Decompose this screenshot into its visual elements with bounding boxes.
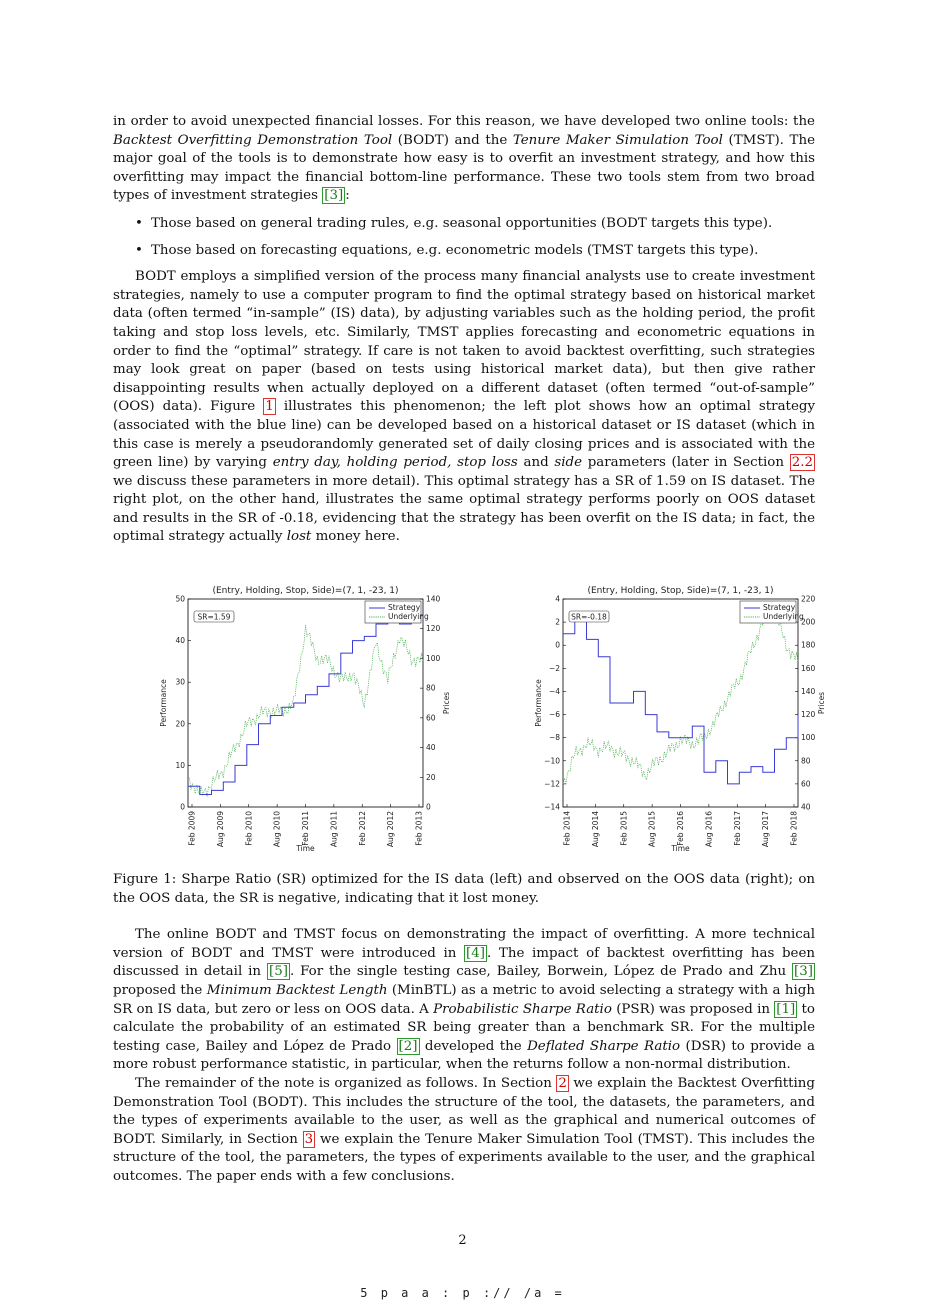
y2-tick-label: 60 xyxy=(801,779,811,789)
plot-frame xyxy=(563,599,798,807)
figure-link[interactable]: 1 xyxy=(265,399,274,415)
x-tick-label: Feb 2016 xyxy=(676,811,685,846)
y-tick-label: 0 xyxy=(180,802,185,812)
x-tick-label: Feb 2018 xyxy=(789,811,799,846)
y-axis-label: Performance xyxy=(159,679,168,727)
y-tick-label: −12 xyxy=(544,779,560,789)
section-link[interactable]: 2 xyxy=(558,1076,567,1091)
page-footer: 5 p a a : p :// /a = xyxy=(360,1286,565,1300)
x-tick-label: Aug 2016 xyxy=(704,811,714,848)
y-tick-label: 40 xyxy=(175,636,185,646)
paragraph-outline: The remainder of the note is organized as follows. In Section 2 we explain the Backtest Overfitting Demonstration Tool (BODT). This includes the structure of the tool, the datasets, the parameters, and the types of experiments available to the user, as well as the graphical and numerical outcomes of BODT. Similarly, in Section 3 we explain the Tenure Maker Simulation Tool (TMST). This includes the structure of the tool, the parameters, the types of experiments available to the user, and the graphical outcomes. The paper ends with a few conclusions. xyxy=(113,1076,816,1184)
x-tick-label: Feb 2012 xyxy=(357,811,367,846)
y2-axis-label: Prices xyxy=(442,691,451,715)
chart-legend xyxy=(740,601,804,623)
y2-tick-label: 80 xyxy=(426,683,436,693)
list-item: • Those based on general trading rules, e.g. seasonal opportunities (BODT targets this type). xyxy=(113,215,815,234)
citation-link[interactable]: [3] xyxy=(324,188,344,204)
legend-underlying-label: Underlying xyxy=(388,612,429,622)
y-tick-label: −8 xyxy=(548,733,560,743)
y-tick-label: −10 xyxy=(544,756,560,766)
strategy-list xyxy=(113,215,815,260)
y2-tick-label: 20 xyxy=(426,772,436,782)
chart-title: (Entry, Holding, Stop, Side)=(7, 1, -23, 1) xyxy=(587,586,774,597)
paragraph-related-work: The online BODT and TMST focus on demonstrating the impact of overfitting. A more technical version of BODT and TMST were introduced in [4] . The impact of backtest overfitting has been discussed in detail in [5] . For the single testing case, Bailey, Borwein, López de Prado and Zhu [3] proposed the Minimum Backtest Length (MinBTL) as a metric to avoid selecting a strategy with a high SR on IS data, but zero or less on OOS data. A Probabilistic Sharpe Ratio (PSR) was proposed in [1] to calculate the probability of an estimated SR being greater than a benchmark SR. For the multiple testing case, Bailey and López de Prado [2] developed the Deflated Sharpe Ratio (DSR) to provide a more robust performance statistic, in particular, when the returns follow a non-normal distribution. xyxy=(113,927,815,1073)
y2-axis-label: Prices xyxy=(817,691,826,715)
sr-annotation xyxy=(569,611,609,622)
x-tick-label: Feb 2010 xyxy=(244,811,254,846)
y2-tick-label: 40 xyxy=(801,802,811,812)
x-axis-label: Time xyxy=(671,844,690,854)
citation-link[interactable]: [2] xyxy=(398,1038,418,1054)
page-number: 2 xyxy=(458,1233,467,1248)
y2-tick-label: 120 xyxy=(426,624,441,634)
chart-in-sample xyxy=(133,577,473,857)
x-tick-label: Aug 2017 xyxy=(761,811,771,848)
x-tick-label: Aug 2014 xyxy=(590,811,600,848)
legend-strategy-label: Strategy xyxy=(388,603,421,613)
chart-legend xyxy=(365,601,429,623)
y-tick-label: 30 xyxy=(175,677,185,687)
page-content xyxy=(113,113,826,1187)
y2-tick-label: 80 xyxy=(801,756,811,766)
y2-tick-label: 160 xyxy=(801,663,816,673)
section-link[interactable]: 3 xyxy=(304,1131,314,1147)
chart-title: (Entry, Holding, Stop, Side)=(7, 1, -23, 1) xyxy=(212,586,399,597)
sr-annotation xyxy=(194,611,234,622)
x-tick-label: Feb 2014 xyxy=(562,811,572,846)
y-tick-label: 10 xyxy=(175,760,185,770)
y2-tick-label: 220 xyxy=(801,594,816,604)
y2-tick-label: 120 xyxy=(801,710,816,720)
y2-tick-label: 60 xyxy=(426,713,436,723)
y2-tick-label: 100 xyxy=(801,733,816,743)
legend-strategy-label: Strategy xyxy=(763,603,796,613)
underlying-series-line xyxy=(188,625,423,797)
sr-annotation-text: SR=1.59 xyxy=(197,612,231,622)
strategy-series-line xyxy=(188,616,423,795)
y-tick-label: 2 xyxy=(555,617,560,627)
figure-1 xyxy=(113,577,826,857)
y2-tick-label: 100 xyxy=(426,653,441,663)
y-tick-label: −6 xyxy=(548,710,560,720)
x-tick-label: Aug 2011 xyxy=(329,811,339,848)
x-tick-label: Feb 2011 xyxy=(301,811,310,846)
y-tick-label: −14 xyxy=(544,802,560,812)
y-tick-label: 20 xyxy=(175,719,185,729)
y2-tick-label: 0 xyxy=(426,802,431,812)
citation-link[interactable]: [3] xyxy=(794,964,813,980)
y-tick-label: −4 xyxy=(548,687,560,697)
x-tick-label: Aug 2010 xyxy=(272,811,282,848)
x-tick-label: Aug 2015 xyxy=(647,811,657,848)
list-item: • Those based on forecasting equations, e.g. econometric models (TMST targets this type). xyxy=(113,242,815,261)
strategy-series-line xyxy=(563,616,798,784)
underlying-series-line xyxy=(563,611,798,785)
citation-link[interactable]: [5] xyxy=(268,964,288,980)
x-tick-label: Feb 2017 xyxy=(732,811,742,846)
paragraph-intro: in order to avoid unexpected financial losses. For this reason, we have developed two online tools: the Backtest Overfitting Demonstration Tool (BODT) and the Tenure Maker Simulation Tool (TMST). The major goal of the tools is to demonstrate how easy is to overfit an investment strategy, and how this overfitting may impact the financial bottom-line performance. These two tools stem from two broad types of investment strategies [3] : xyxy=(113,114,816,204)
x-tick-label: Aug 2009 xyxy=(215,811,225,848)
y-tick-label: 4 xyxy=(555,594,560,604)
x-tick-label: Aug 2012 xyxy=(386,811,396,848)
paragraph-bodt: BODT employs a simplified version of the process many financial analysts use to create investment strategies, namely to use a computer program to find the optimal strategy based on historical market data (often termed “in-sample” (IS) data), by adjusting variables such as the holding period, the profit taking and stop loss levels, etc. Similarly, TMST applies forecasting and econometric equations in order to find the “optimal” strategy. If care is not taken to avoid backtest overfitting, such strategies may look great on paper (based on tests using historical market data), but then give rather disappointing results when actually deployed on a different dataset (often termed “out-of-sample” (OOS) data). Figure 1 illustrates this phenomenon; the left plot shows how an optimal strategy (associated with the blue line) can be developed based on a historical dataset or IS dataset (which in this case is merely a pseudorandomly generated set of daily closing prices and is associated with the green line) by varying entry day, holding period, stop loss and side parameters (later in Section 2.2 we discuss these parameters in more detail). This optimal strategy has a SR of 1.59 on IS dataset. The right plot, on the other hand, illustrates the same optimal strategy performs poorly on OOS dataset and results in the SR of -0.18, evidencing that the strategy has been overfit on the IS data; in fact, the optimal strategy actually lost money here. xyxy=(113,269,816,545)
figure-caption: Figure 1: Sharpe Ratio (SR) optimized for the IS data (left) and observed on the OOS data (right); on the OOS data, the SR is negative, indicating that it lost money. xyxy=(113,872,815,906)
y-tick-label: 0 xyxy=(555,640,560,650)
citation-link[interactable]: [4] xyxy=(466,945,486,961)
y2-tick-label: 180 xyxy=(801,640,816,650)
chart-out-of-sample xyxy=(508,577,848,857)
y2-tick-label: 40 xyxy=(426,743,436,753)
y2-tick-label: 200 xyxy=(801,617,816,627)
legend-underlying-label: Underlying xyxy=(763,612,804,622)
citation-link[interactable]: [1] xyxy=(776,1001,796,1017)
y-axis-label: Performance xyxy=(534,679,543,727)
y2-tick-label: 140 xyxy=(801,687,816,697)
y2-tick-label: 140 xyxy=(426,594,441,604)
x-tick-label: Feb 2013 xyxy=(414,811,424,846)
x-axis-label: Time xyxy=(296,844,315,854)
x-tick-label: Feb 2015 xyxy=(619,811,629,846)
section-link[interactable]: 2.2 xyxy=(791,455,813,471)
sr-annotation-text: SR=-0.18 xyxy=(571,612,607,622)
x-tick-label: Feb 2009 xyxy=(187,811,197,846)
y-tick-label: −2 xyxy=(548,663,560,673)
y-tick-label: 50 xyxy=(175,594,185,604)
